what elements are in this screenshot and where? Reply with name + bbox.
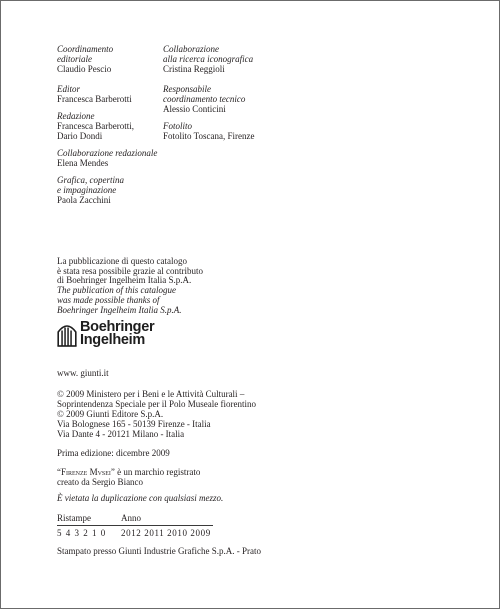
credit-collaborazione-redazionale	[57, 149, 157, 169]
logo-word-ingelheim: Ingelheim	[80, 332, 145, 348]
credit-role-line: Grafica, copertina	[57, 175, 124, 185]
credit-role-line: editoriale	[57, 53, 92, 64]
sponsor-it-line: di Boehringer Ingelheim Italia S.p.A.	[57, 275, 192, 286]
printer-text: Stampato presso Giunti Industrie Grafiche S.p.A. - Prato	[57, 546, 261, 556]
credit-role-line: Redazione	[57, 111, 95, 121]
sponsor-en-line: The publication of this catalogue	[57, 285, 176, 296]
edition-text: Prima edizione: dicembre 2009	[57, 448, 170, 458]
sponsor-en-line: was made possible thanks of	[57, 294, 160, 305]
credit-role-line: Fotolito	[163, 121, 192, 131]
credit-coordinamento-editoriale	[57, 45, 113, 74]
copyright-line: © 2009 Giunti Editore S.p.A.	[57, 409, 164, 419]
sponsor-it-line: è stata resa possibile grazie al contributo	[57, 265, 203, 276]
credit-name: Francesca Barberotti	[57, 93, 132, 104]
credit-name: Elena Mendes	[57, 157, 109, 168]
credit-ricerca-iconografica	[163, 45, 253, 74]
credit-role-line: Coordinamento	[57, 44, 114, 54]
credit-name: Dario Dondi	[57, 130, 103, 141]
credit-role-line: e impaginazione	[57, 184, 117, 195]
credit-fotolito	[163, 122, 254, 142]
credit-grafica	[57, 176, 124, 205]
credit-role-line: Collaborazione redazionale	[57, 148, 158, 158]
credit-role-line: Collaborazione	[163, 44, 220, 54]
copyright-line: Soprintendenza Speciale per il Polo Museale fiorentino	[57, 399, 256, 409]
duplication-notice: È vietata la duplicazione con qualsiasi mezzo.	[57, 493, 224, 503]
copyright-block	[57, 389, 256, 439]
credit-coordinamento-tecnico	[163, 85, 245, 114]
credit-editor	[57, 85, 132, 105]
reprint-numbers: 5 4 3 2 1 0	[57, 528, 107, 538]
trademark-block	[57, 468, 200, 488]
reprints-table-rule	[57, 525, 213, 526]
copyright-line: © 2009 Ministero per i Beni e le Attività Culturali –	[57, 389, 245, 399]
credit-role-line: alla ricerca iconografica	[163, 53, 254, 64]
sponsor-it-line: La pubblicazione di questo catalogo	[57, 256, 187, 266]
boehringer-ingelheim-logo	[57, 320, 154, 348]
website-text: www. giunti.it	[57, 368, 109, 378]
credit-name: Alessio Conticini	[163, 103, 226, 114]
credit-name: Claudio Pescio	[57, 63, 112, 74]
address-line: Via Bolognese 165 - 50139 Firenze - Italia	[57, 419, 211, 429]
sponsor-statement	[57, 257, 203, 315]
credit-name: Cristina Reggioli	[163, 63, 225, 74]
address-line: Via Dante 4 - 20121 Milano - Italia	[57, 429, 185, 439]
credit-name: Francesca Barberotti,	[57, 120, 134, 131]
trademark-brand: Firenze Mvsei	[61, 467, 111, 477]
reprint-years: 2012 2011 2010 2009	[121, 528, 211, 538]
reprints-header: Ristampe	[57, 513, 91, 523]
logo-wordmark	[80, 318, 155, 348]
credit-role-line: Responsabile	[163, 84, 211, 94]
trademark-creator-line: creato da Sergio Bianco	[57, 476, 144, 487]
trademark-quote-open: “	[57, 467, 61, 477]
sponsor-en-line: Boehringer Ingelheim Italia S.p.A.	[57, 304, 182, 315]
boehringer-ingelheim-building-icon	[57, 321, 77, 347]
trademark-suffix: ” è un marchio registrato	[110, 467, 201, 477]
logo-word-boehringer: Boehringer	[80, 318, 155, 335]
credit-role-line: coordinamento tecnico	[163, 93, 246, 104]
credit-redazione	[57, 112, 134, 141]
credit-role-line: Editor	[57, 84, 81, 94]
credit-name: Paola Zacchini	[57, 194, 111, 205]
credit-name: Fotolito Toscana, Firenze	[163, 130, 255, 141]
year-header: Anno	[121, 513, 141, 523]
